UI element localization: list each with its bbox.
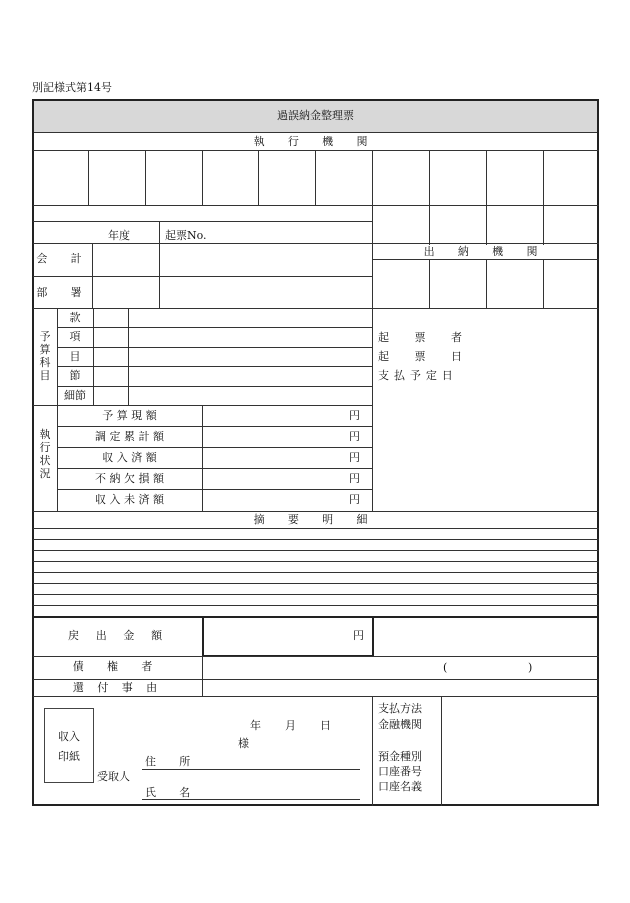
recipient-label: 受取人: [97, 770, 130, 783]
rule: [57, 347, 372, 348]
summary-line: [33, 550, 599, 551]
rule: [57, 447, 372, 448]
rule: [372, 150, 373, 308]
rule: [258, 150, 259, 205]
summary-line: [33, 605, 599, 606]
issuer-field: 支払予定日: [378, 369, 458, 382]
payment-info-label: 支払方法: [378, 702, 422, 715]
yen-unit: 円: [349, 409, 360, 422]
rule: [57, 366, 372, 367]
budget-item: 目: [69, 350, 81, 363]
yen-unit: 円: [353, 629, 364, 642]
budget-item: 項: [69, 330, 81, 343]
rule: [486, 150, 487, 245]
form-number: 別記様式第14号: [32, 81, 112, 94]
rule: [57, 386, 372, 387]
rule: [33, 696, 599, 697]
address-label: 住 所: [145, 755, 201, 768]
issuer-field: 起 票 日: [378, 350, 462, 363]
rule: [33, 205, 599, 206]
creditor-open-paren: (: [443, 661, 448, 674]
rule: [315, 150, 316, 205]
rule: [33, 656, 599, 657]
issuer-field: 起 票 者: [378, 331, 462, 344]
rule: [372, 308, 373, 511]
name-label: 氏 名: [145, 786, 201, 799]
form-title: 過誤納金整理票: [277, 109, 354, 122]
rule: [88, 150, 89, 205]
summary-line: [33, 539, 599, 540]
rule: [202, 150, 203, 205]
execution-row-label: 予 算 現 額: [102, 409, 157, 422]
rule: [33, 511, 599, 512]
disbursing-agency-label: 出 納 機 関: [423, 245, 548, 258]
date-month: 月: [285, 719, 296, 732]
summary-line: [33, 594, 599, 595]
fiscal-year-label: 年度: [108, 229, 130, 242]
creditor-close-paren: ): [528, 661, 533, 674]
rule: [128, 308, 129, 405]
rule: [159, 221, 160, 308]
revenue-stamp-box: [44, 708, 94, 783]
yen-unit: 円: [349, 493, 360, 506]
rule: [441, 696, 442, 806]
rule: [33, 276, 372, 277]
refund-amount-box: [202, 616, 374, 657]
payment-info-label: 口座名義: [378, 780, 422, 793]
execution-status-heading: 執行状況: [39, 428, 51, 480]
execution-row-label: 調 定 累 計 額: [95, 430, 164, 443]
rule: [372, 696, 373, 806]
refund-amount-label: 戻 出 金 額: [68, 629, 169, 642]
payment-info-label: 預金種別: [378, 750, 422, 763]
rule: [429, 259, 430, 308]
date-year: 年: [250, 719, 261, 732]
summary-line: [33, 572, 599, 573]
name-line: [142, 799, 360, 800]
rule: [57, 468, 372, 469]
revenue-stamp-line2: 印紙: [58, 750, 80, 763]
rule: [57, 327, 372, 328]
yen-unit: 円: [349, 451, 360, 464]
rule: [543, 150, 544, 245]
yen-unit: 円: [349, 430, 360, 443]
refund-reason-label: 還 付 事 由: [72, 681, 163, 694]
payment-info-label: 金融機関: [378, 718, 422, 731]
budget-item: 款: [69, 311, 81, 324]
budget-items-heading: 予算科目: [39, 330, 51, 382]
voucher-no-label: 起票No.: [165, 229, 207, 242]
rule: [543, 259, 544, 308]
summary-line: [33, 583, 599, 584]
rule: [57, 489, 372, 490]
revenue-stamp-line1: 収入: [58, 730, 80, 743]
executing-agency-label: 執 行 機 関: [253, 135, 378, 148]
summary-details-label: 摘 要 明 細: [253, 513, 378, 526]
execution-row-label: 収 入 済 額: [102, 451, 157, 464]
rule: [93, 308, 94, 405]
rule: [429, 150, 430, 245]
accounting-label: 会 計: [36, 252, 92, 265]
rule: [486, 259, 487, 308]
rule: [33, 150, 599, 151]
rule: [57, 426, 372, 427]
summary-line: [33, 561, 599, 562]
date-day: 日: [320, 719, 331, 732]
department-label: 部 署: [36, 286, 92, 299]
execution-row-label: 収 入 未 済 額: [95, 493, 164, 506]
yen-unit: 円: [349, 472, 360, 485]
budget-item: 細節: [64, 389, 86, 402]
payment-info-label: 口座番号: [378, 765, 422, 778]
honorific: 様: [238, 737, 249, 750]
rule: [33, 243, 599, 244]
rule: [33, 221, 372, 222]
address-line: [142, 769, 360, 770]
rule: [33, 308, 599, 309]
rule: [202, 405, 203, 511]
budget-item: 節: [69, 369, 81, 382]
execution-row-label: 不 納 欠 損 額: [95, 472, 164, 485]
rule: [33, 679, 599, 680]
rule: [145, 150, 146, 205]
creditor-label: 債 権 者: [72, 660, 163, 673]
rule: [33, 528, 599, 529]
